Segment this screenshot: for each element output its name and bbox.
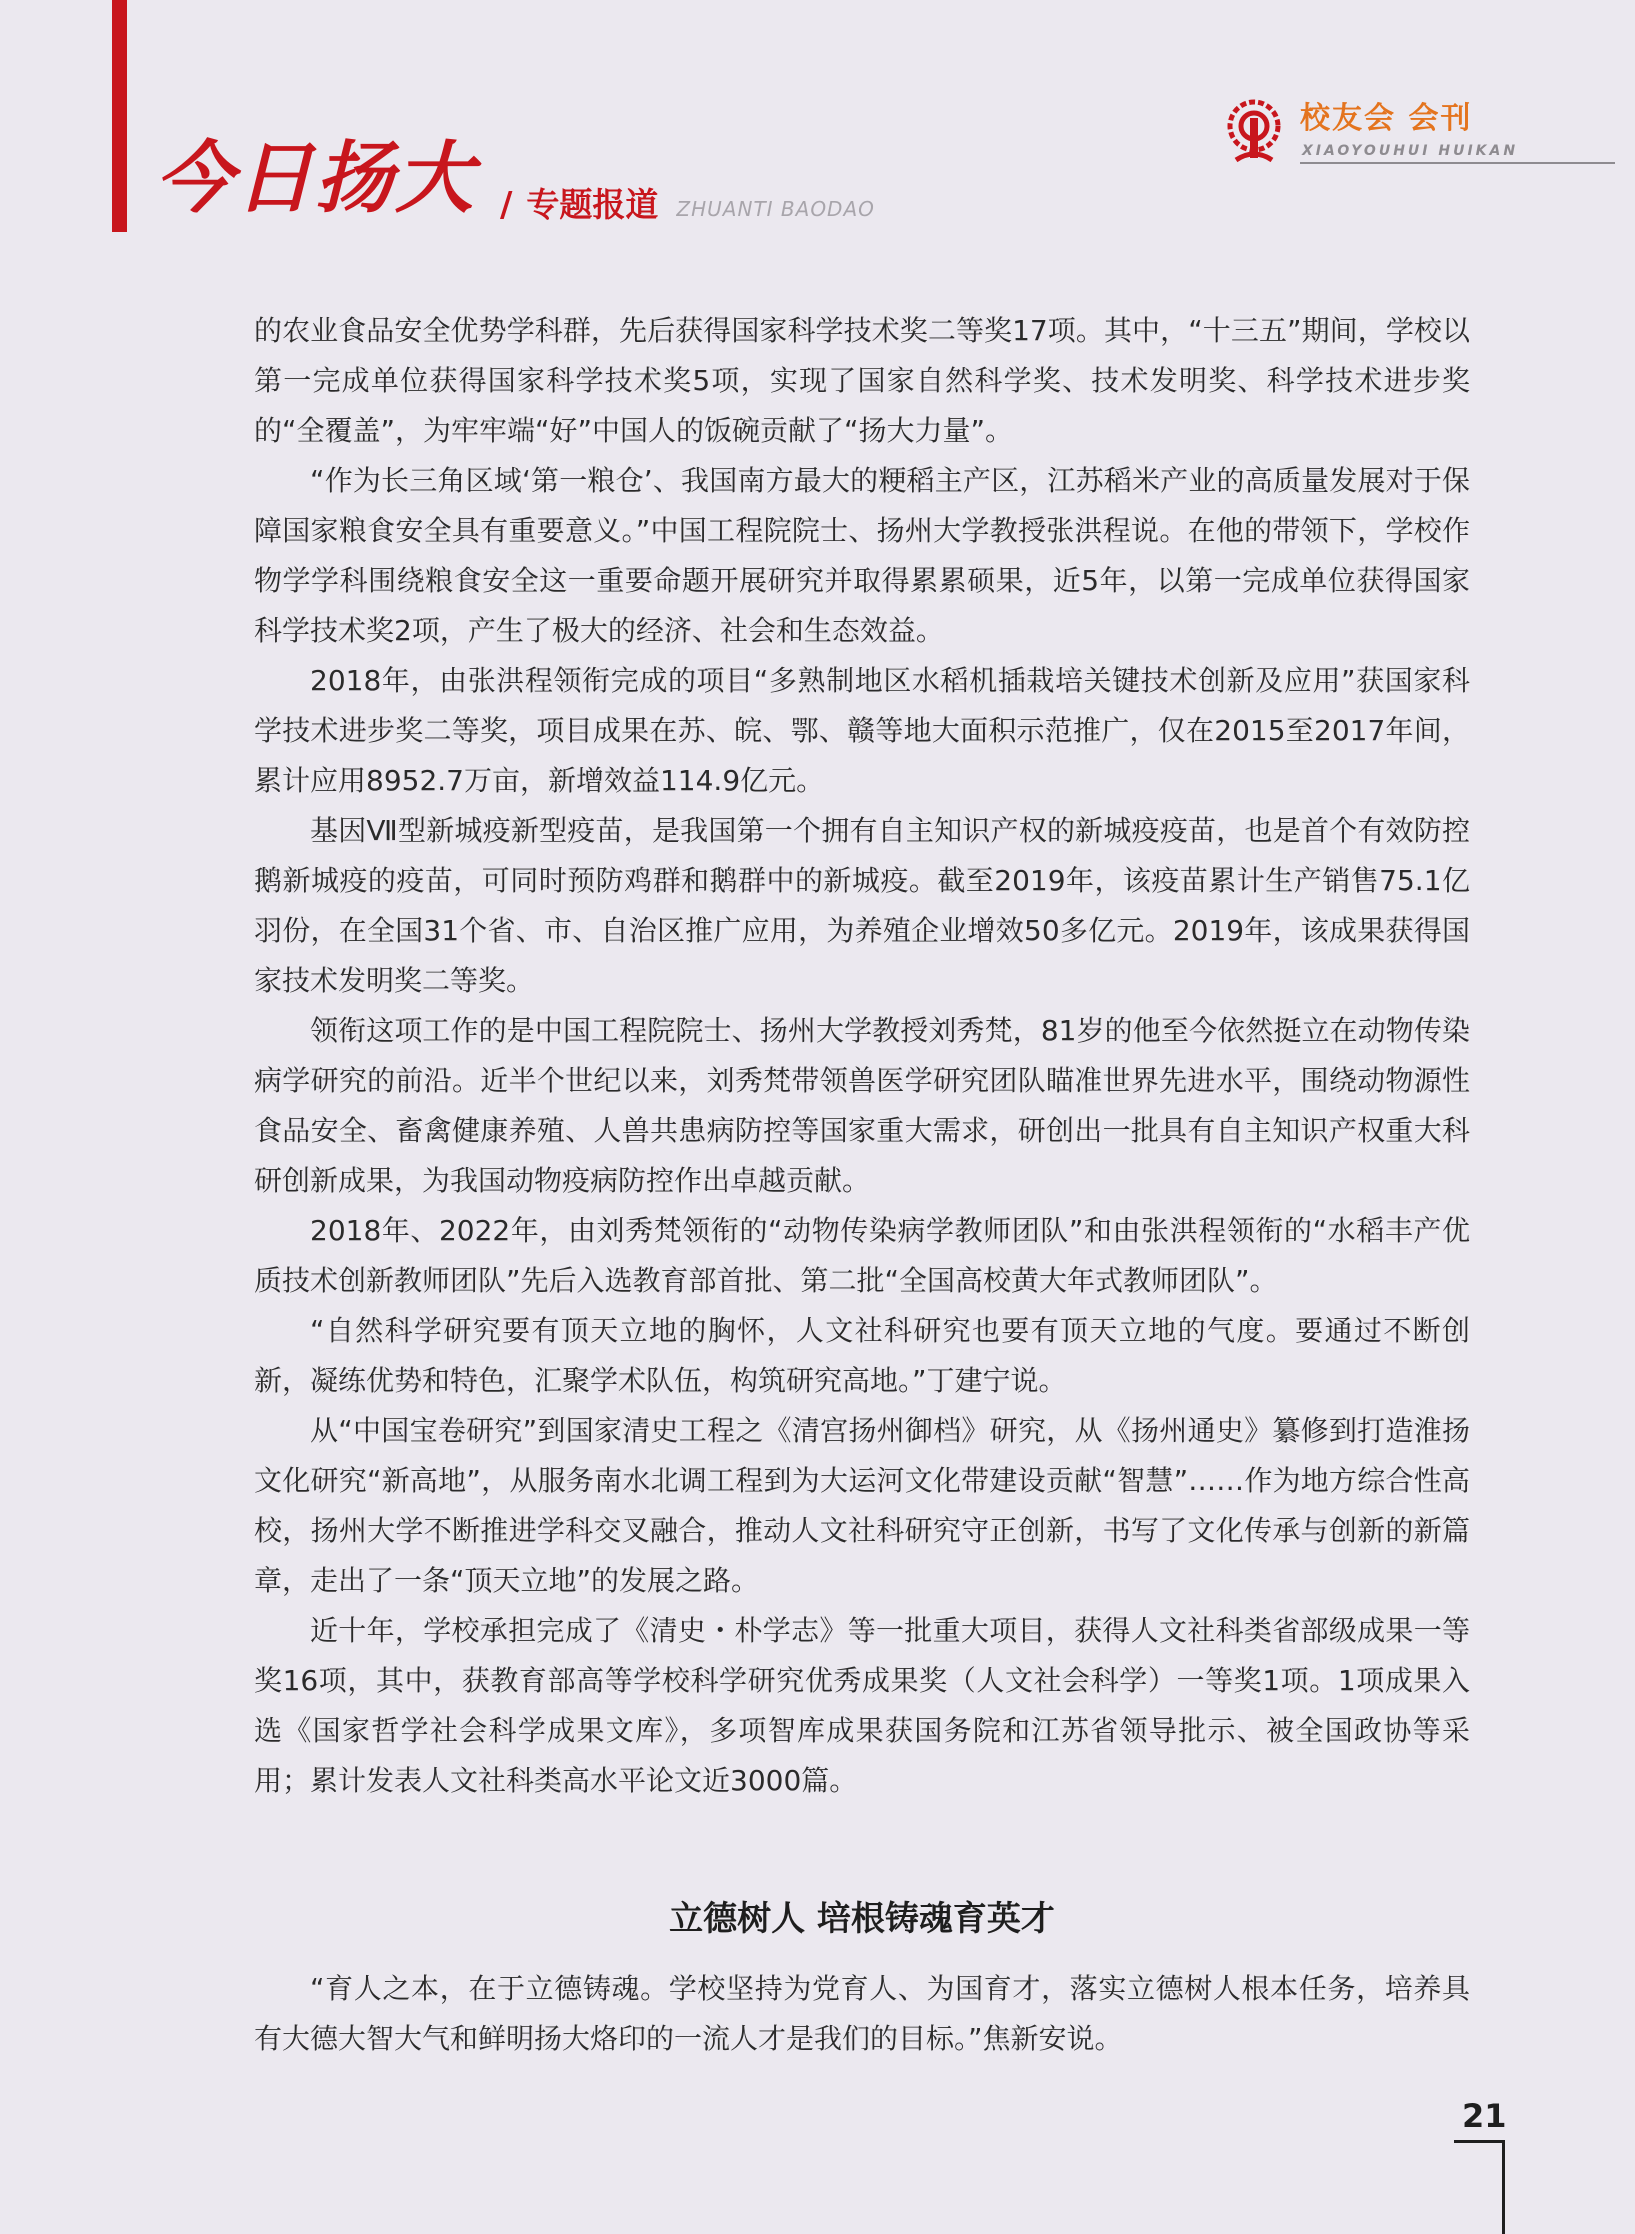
paragraph: 领衔这项工作的是中国工程院院士、扬州大学教授刘秀梵，81岁的他至今依然挺立在动物传染病学研究的前沿。近半个世纪以来，刘秀梵带领兽医学研究团队瞄准世界先进水平，围绕动物源性食品安全、畜禽健康养殖、人兽共患病防控等国家重大需求，研创出一批具有自主知识产权重大科研创新成果，为我国动物疫病防控作出卓越贡献。 xyxy=(254,1014,1470,1197)
page-edge-rule xyxy=(1502,2140,1505,2234)
subsection-slash: / xyxy=(500,185,513,225)
header-accent-bar xyxy=(112,0,127,232)
subsection-title: 专题报道 xyxy=(526,185,659,224)
article-body xyxy=(254,306,1470,2064)
logo-subtitle: XIAOYOUHUI HUIKAN xyxy=(1302,143,1519,159)
section-title: 今日扬大 xyxy=(155,134,476,224)
paragraph: 2018年，由张洪程领衔完成的项目“多熟制地区水稻机插栽培关键技术创新及应用”获国家科学技术进步奖二等奖，项目成果在苏、皖、鄂、赣等地大面积示范推广，仅在2015至2017年间，累计应用8952.7万亩，新增效益114.9亿元。 xyxy=(254,664,1470,797)
page-number: 21 xyxy=(1462,2097,1507,2135)
logo-title: 校友会 会刊 xyxy=(1300,101,1473,136)
paragraph: 基因Ⅶ型新城疫新型疫苗，是我国第一个拥有自主知识产权的新城疫疫苗，也是首个有效防控鹅新城疫的疫苗，可同时预防鸡群和鹅群中的新城疫。截至2019年，该疫苗累计生产销售75.1亿羽份，在全国31个省、市、自治区推广应用，为养殖企业增效50多亿元。2019年，该成果获得国家技术发明奖二等奖。 xyxy=(254,814,1470,997)
paragraph: “育人之本，在于立德铸魂。学校坚持为党育人、为国育才，落实立德树人根本任务，培养具有大德大智大气和鲜明扬大烙印的一流人才是我们的目标。”焦新安说。 xyxy=(254,1972,1470,2055)
paragraph: “自然科学研究要有顶天立地的胸怀，人文社科研究也要有顶天立地的气度。要通过不断创新，凝练优势和特色，汇聚学术队伍，构筑研究高地。”丁建宁说。 xyxy=(254,1314,1470,1397)
paragraph: 的农业食品安全优势学科群，先后获得国家科学技术奖二等奖17项。其中，“十三五”期间，学校以第一完成单位获得国家科学技术奖5项，实现了国家自然科学奖、技术发明奖、科学技术进步奖的“全覆盖”，为牢牢端“好”中国人的饭碗贡献了“扬大力量”。 xyxy=(254,314,1470,447)
alumni-journal-logo xyxy=(1220,96,1615,168)
logo-divider xyxy=(1300,162,1615,164)
page-number-rule xyxy=(1454,2140,1504,2143)
paragraph: 近十年，学校承担完成了《清史・朴学志》等一批重大项目，获得人文社科类省部级成果一等奖16项，其中，获教育部高等学校科学研究优秀成果奖（人文社会科学）一等奖1项。1项成果入选《国家哲学社会科学成果文库》，多项智库成果获国务院和江苏省领导批示、被全国政协等采用；累计发表人文社科类高水平论文近3000篇。 xyxy=(254,1614,1470,1797)
paragraph: “作为长三角区域‘第一粮仓’、我国南方最大的粳稻主产区，江苏稻米产业的高质量发展对于保障国家粮食安全具有重要意义。”中国工程院院士、扬州大学教授张洪程说。在他的带领下，学校作物学学科围绕粮食安全这一重要命题开展研究并取得累累硕果，近5年，以第一完成单位获得国家科学技术奖2项，产生了极大的经济、社会和生态效益。 xyxy=(254,464,1470,647)
paragraph: 从“中国宝卷研究”到国家清史工程之《清宫扬州御档》研究，从《扬州通史》纂修到打造淮扬文化研究“新高地”，从服务南水北调工程到为大运河文化带建设贡献“智慧”……作为地方综合性高校，扬州大学不断推进学科交叉融合，推动人文社科研究守正创新，书写了文化传承与创新的新篇章，走出了一条“顶天立地”的发展之路。 xyxy=(254,1414,1470,1597)
section-heading: 立德树人 培根铸魂育英才 xyxy=(669,1899,1055,1939)
university-emblem-icon xyxy=(1220,96,1288,164)
subsection-label xyxy=(500,185,875,225)
subsection-title-pinyin: ZHUANTI BAODAO xyxy=(676,197,875,221)
paragraph: 2018年、2022年，由刘秀梵领衔的“动物传染病学教师团队”和由张洪程领衔的“水稻丰产优质技术创新教师团队”先后入选教育部首批、第二批“全国高校黄大年式教师团队”。 xyxy=(254,1214,1470,1297)
